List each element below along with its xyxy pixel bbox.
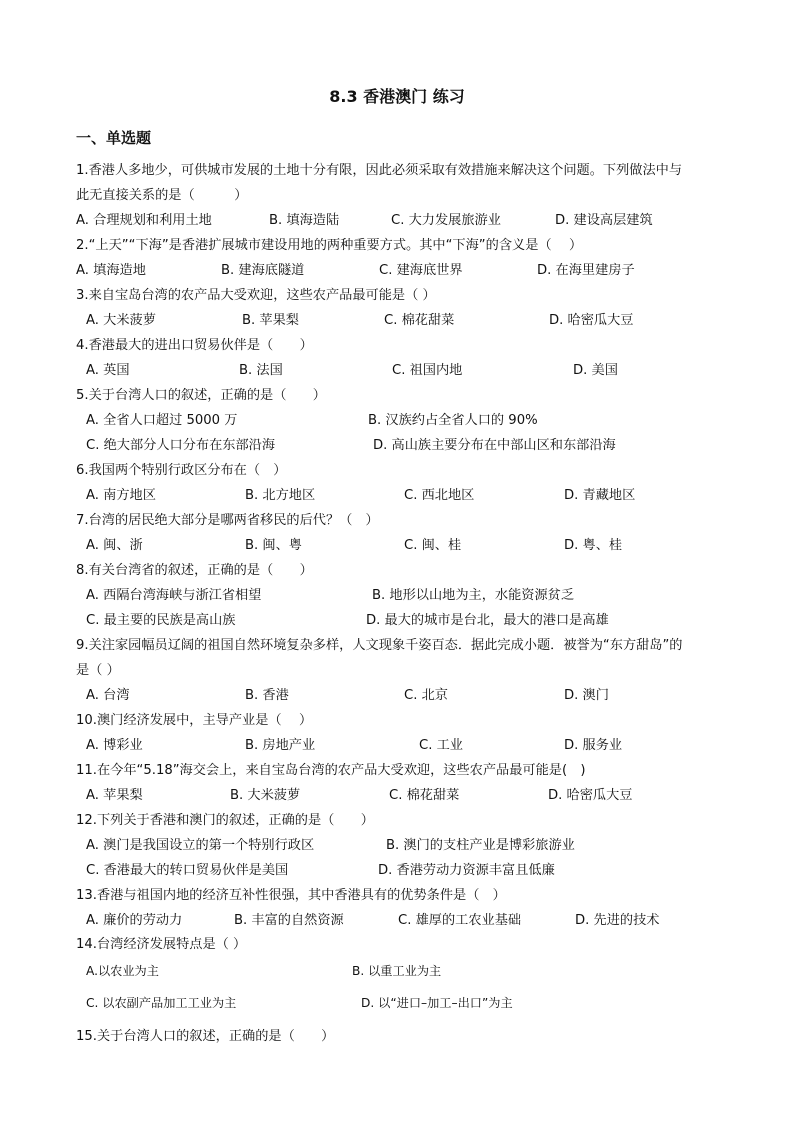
question-14-option-b: B. 以重工业为主 (352, 964, 442, 978)
question-10-line-1: 10.澳门经济发展中，主导产业是（ ） (76, 713, 313, 728)
question-9-option-d: D. 澳门 (564, 688, 609, 703)
question-15-line-1: 15.关于台湾人口的叙述，正确的是（ ） (76, 1029, 335, 1044)
question-1-option-b: B. 填海造陆 (269, 213, 340, 228)
question-3-option-a: A. 大米菠萝 (86, 313, 156, 328)
question-11-line-1: 11.在今年“5.18”海交会上，来自宝岛台湾的农产品大受欢迎，这些农产品最可能是( ) (76, 763, 586, 778)
question-10-option-d: D. 服务业 (564, 738, 623, 753)
question-1-option-c: C. 大力发展旅游业 (391, 213, 501, 228)
question-6-option-a: A. 南方地区 (86, 488, 156, 503)
question-14-line-1: 14.台湾经济发展特点是（ ） (76, 937, 247, 952)
question-5-line-1: 5.关于台湾人口的叙述，正确的是（ ） (76, 388, 326, 403)
question-9-option-a: A. 台湾 (86, 688, 130, 703)
question-13-option-b: B. 丰富的自然资源 (234, 913, 344, 928)
question-3-option-d: D. 哈密瓜大豆 (549, 313, 634, 328)
question-11-option-a: A. 苹果梨 (86, 788, 143, 803)
question-7-option-d: D. 粤、桂 (564, 538, 623, 553)
question-4-option-c: C. 祖国内地 (392, 363, 463, 378)
question-13-option-d: D. 先进的技术 (575, 913, 660, 928)
question-12-option-c: C. 香港最大的转口贸易伙伴是美国 (86, 863, 289, 878)
question-9-line-2: 是（ ） (76, 663, 120, 678)
question-6-option-b: B. 北方地区 (245, 488, 316, 503)
question-7-option-b: B. 闽、粤 (245, 538, 302, 553)
question-4-line-1: 4.香港最大的进出口贸易伙伴是（ ） (76, 338, 313, 353)
question-7-option-a: A. 闽、浙 (86, 538, 143, 553)
question-1-option-d: D. 建设高层建筑 (555, 213, 653, 228)
question-13-option-c: C. 雄厚的工农业基础 (398, 913, 522, 928)
question-5-option-c: C. 绝大部分人口分布在东部沿海 (86, 438, 276, 453)
question-7-option-c: C. 闽、桂 (404, 538, 462, 553)
question-14-option-a: A.以农业为主 (86, 964, 159, 978)
question-9-line-1: 9.关注家园幅员辽阔的祖国自然环境复杂多样，人文现象千姿百态．据此完成小题．被誉为“东方甜岛”的 (76, 638, 683, 653)
page-title: 8.3 香港澳门 练习 (329, 87, 465, 106)
question-10-option-a: A. 博彩业 (86, 738, 143, 753)
question-4-option-b: B. 法国 (239, 363, 283, 378)
question-4-option-a: A. 英国 (86, 363, 130, 378)
question-3-line-1: 3.来自宝岛台湾的农产品大受欢迎，这些农产品最可能是（ ） (76, 288, 436, 303)
question-3-option-c: C. 棉花甜菜 (384, 313, 455, 328)
question-10-option-b: B. 房地产业 (245, 738, 316, 753)
question-11-option-b: B. 大米菠萝 (230, 788, 301, 803)
question-12-option-d: D. 香港劳动力资源丰富且低廉 (378, 863, 555, 878)
question-12-option-b: B. 澳门的支柱产业是博彩旅游业 (386, 838, 575, 853)
question-8-option-c: C. 最主要的民族是高山族 (86, 613, 236, 628)
question-8-option-a: A. 西隔台湾海峡与浙江省相望 (86, 588, 262, 603)
question-10-option-c: C. 工业 (419, 738, 463, 753)
question-6-option-c: C. 西北地区 (404, 488, 475, 503)
question-6-option-d: D. 青藏地区 (564, 488, 636, 503)
question-11-option-d: D. 哈密瓜大豆 (548, 788, 633, 803)
question-2-option-d: D. 在海里建房子 (537, 263, 635, 278)
question-12-option-a: A. 澳门是我国设立的第一个特别行政区 (86, 838, 315, 853)
question-2-option-b: B. 建海底隧道 (221, 263, 305, 278)
question-2-option-c: C. 建海底世界 (379, 263, 463, 278)
question-9-option-b: B. 香港 (245, 688, 289, 703)
question-14-option-c: C. 以农副产品加工工业为主 (86, 996, 237, 1010)
question-11-option-c: C. 棉花甜菜 (389, 788, 460, 803)
question-5-option-a: A. 全省人口超过 5000 万 (86, 413, 238, 428)
question-13-line-1: 13.香港与祖国内地的经济互补性很强，其中香港具有的优势条件是（ ） (76, 888, 506, 903)
question-1-line-2: 此无直接关系的是（ ） (76, 188, 248, 203)
question-1-line-1: 1.香港人多地少，可供城市发展的土地十分有限，因此必须采取有效措施来解决这个问题。下列做法中与 (76, 163, 683, 178)
question-7-line-1: 7.台湾的居民绝大部分是哪两省移民的后代？（ ） (76, 513, 379, 528)
question-9-option-c: C. 北京 (404, 688, 448, 703)
question-8-option-d: D. 最大的城市是台北，最大的港口是高雄 (366, 613, 609, 628)
question-12-line-1: 12.下列关于香港和澳门的叙述，正确的是（ ） (76, 813, 374, 828)
question-13-option-a: A. 廉价的劳动力 (86, 913, 183, 928)
question-8-line-1: 8.有关台湾省的叙述，正确的是（ ） (76, 563, 313, 578)
question-5-option-d: D. 高山族主要分布在中部山区和东部沿海 (373, 438, 616, 453)
question-14-option-d: D. 以“进口–加工–出口”为主 (361, 996, 513, 1010)
question-5-option-b: B. 汉族约占全省人口的 90% (368, 413, 538, 428)
question-2-line-1: 2.“上天”“下海”是香港扩展城市建设用地的两种重要方式。其中“下海”的含义是（ ） (76, 238, 583, 253)
question-6-line-1: 6.我国两个特别行政区分布在（ ） (76, 463, 287, 478)
question-3-option-b: B. 苹果梨 (242, 313, 299, 328)
section-heading: 一、单选题 (76, 129, 152, 147)
question-4-option-d: D. 美国 (573, 363, 618, 378)
question-8-option-b: B. 地形以山地为主，水能资源贫乏 (372, 588, 575, 603)
question-1-option-a: A. 合理规划和利用土地 (76, 213, 212, 228)
question-2-option-a: A. 填海造地 (76, 263, 146, 278)
